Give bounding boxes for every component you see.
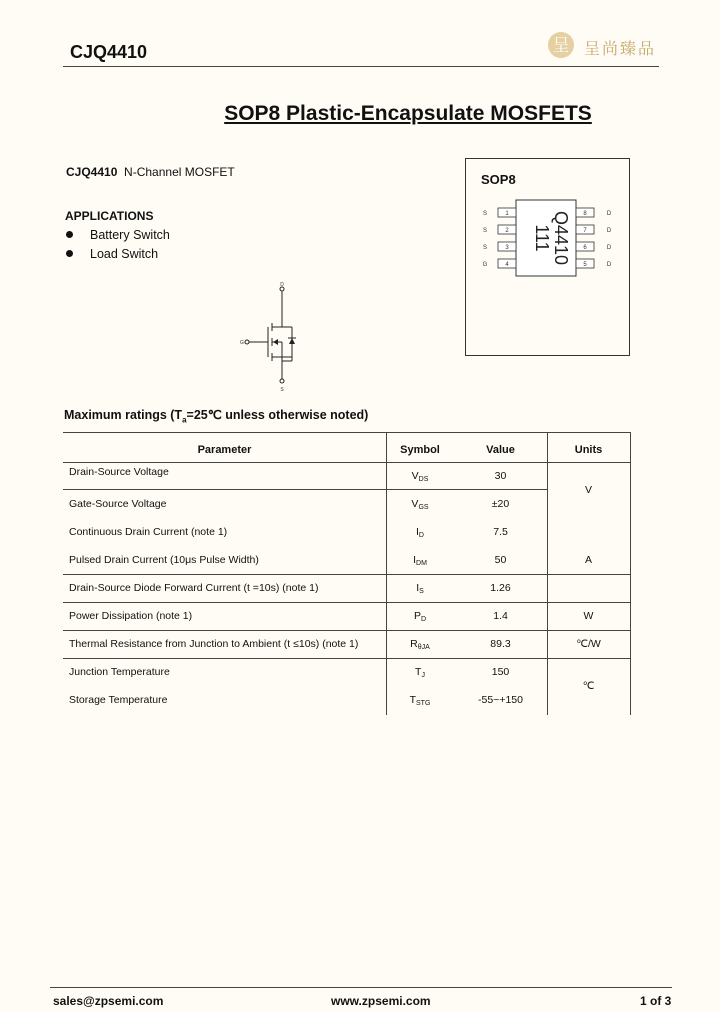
unit-temp: ℃ (582, 680, 595, 692)
application-label: Battery Switch (90, 228, 170, 242)
document-title: SOP8 Plastic-Encapsulate MOSFETS (224, 102, 592, 125)
row-value: 89.3 (490, 638, 511, 650)
ratings-title (64, 407, 368, 425)
row-parameter: Thermal Resistance from Junction to Ambient (t ≤10s) (note 1) (69, 638, 359, 650)
pin-7-num: 7 (583, 228, 587, 234)
row-value: -55~+150 (478, 694, 523, 706)
applications-heading: APPLICATIONS (65, 209, 154, 223)
mosfet-schematic-symbol (238, 280, 308, 395)
application-item (66, 247, 158, 261)
row-symbol: $I_S$ (416, 582, 424, 595)
pin-3-num: 3 (505, 245, 509, 251)
page-number: 1 of 3 (640, 994, 672, 1008)
row-symbol: $V_{DS}$ (411, 470, 429, 483)
unit-volt: V (584, 484, 592, 496)
row-value: 1.26 (490, 582, 511, 594)
pin-3-name: S (482, 245, 488, 251)
row-value: ±20 (491, 498, 510, 510)
row-symbol: $T_{STG}$ (409, 694, 431, 707)
header-symbol: Symbol (400, 444, 440, 456)
unit-amp: A (584, 554, 592, 566)
header-divider (63, 66, 659, 67)
header-units: Units (574, 444, 603, 456)
row-value: 150 (491, 666, 510, 678)
footer-email-link[interactable]: sales@zpsemi.com (53, 994, 164, 1008)
header-parameter: Parameter (197, 444, 252, 456)
row-symbol: $R_{\theta JA}$ (410, 638, 430, 651)
subtitle-part: CJQ4410 (66, 165, 118, 179)
company-logo-mark (546, 30, 580, 60)
part-number: CJQ4410 (70, 42, 148, 62)
pin-1-num: 1 (505, 211, 509, 217)
row-value: 50 (494, 554, 507, 566)
row-symbol: $T_J$ (415, 666, 425, 679)
row-value: 30 (494, 470, 507, 482)
bullet-icon (66, 231, 73, 238)
pin-4-name: G (482, 262, 488, 268)
unit-thermal: ℃/W (576, 638, 601, 650)
pin-8-name: D (606, 211, 612, 217)
row-parameter: Power Dissipation (note 1) (69, 610, 193, 622)
row-parameter: Continuous Drain Current (note 1) (69, 526, 228, 538)
header-value: Value (486, 444, 515, 456)
application-label: Load Switch (90, 247, 159, 261)
pin-7-name: D (606, 228, 612, 234)
source-label: S (280, 387, 284, 393)
pin-1-name: S (482, 211, 488, 217)
pin-5-num: 5 (583, 262, 587, 268)
row-symbol: $I_D$ (416, 526, 424, 539)
row-symbol: $P_D$ (413, 610, 427, 623)
device-subtitle (66, 165, 235, 179)
company-logo-text: 呈尚臻品 (584, 39, 657, 58)
ratings-table (63, 432, 631, 715)
row-parameter: Gate-Source Voltage (69, 498, 167, 510)
pin-2-num: 2 (505, 228, 509, 234)
gate-label: G (240, 340, 244, 346)
pin-2-name: S (482, 228, 488, 234)
ratings-title-prefix: Maximum ratings (T (64, 408, 183, 422)
footer-divider (50, 987, 672, 988)
sop8-package-drawing (478, 198, 618, 278)
row-parameter: Junction Temperature (69, 666, 170, 678)
row-parameter: Drain-Source Voltage (69, 466, 169, 478)
pin-4-num: 4 (505, 262, 509, 268)
package-label: SOP8 (481, 172, 516, 187)
unit-watt: W (583, 610, 594, 622)
row-parameter: Pulsed Drain Current (10μs Pulse Width) (69, 554, 259, 566)
pin-5-name: D (606, 262, 612, 268)
subtitle-description: N-Channel MOSFET (124, 165, 235, 179)
footer-website-link[interactable]: www.zpsemi.com (331, 994, 431, 1008)
left-pins (498, 208, 516, 268)
drain-label: D (280, 282, 284, 288)
row-value: 1.4 (493, 610, 508, 622)
package-marking-line1: Q4410 (551, 210, 571, 266)
application-item (66, 228, 170, 242)
right-pins (576, 208, 594, 268)
logo-glyph: 呈 (552, 36, 570, 56)
ratings-title-sub: a (182, 415, 187, 425)
row-symbol: $I_{DM}$ (413, 554, 427, 567)
row-parameter: Storage Temperature (69, 694, 168, 706)
pin-6-name: D (606, 245, 612, 251)
bullet-icon (66, 250, 73, 257)
package-marking-line2: 111 (532, 224, 552, 252)
row-parameter: Drain-Source Diode Forward Current (t =10s) (note 1) (69, 582, 319, 594)
row-symbol: $V_{GS}$ (411, 498, 429, 511)
pin-8-num: 8 (583, 211, 587, 217)
ratings-title-suffix: =25℃ unless otherwise noted) (186, 408, 369, 422)
pin-6-num: 6 (583, 245, 587, 251)
row-value: 7.5 (493, 526, 508, 538)
